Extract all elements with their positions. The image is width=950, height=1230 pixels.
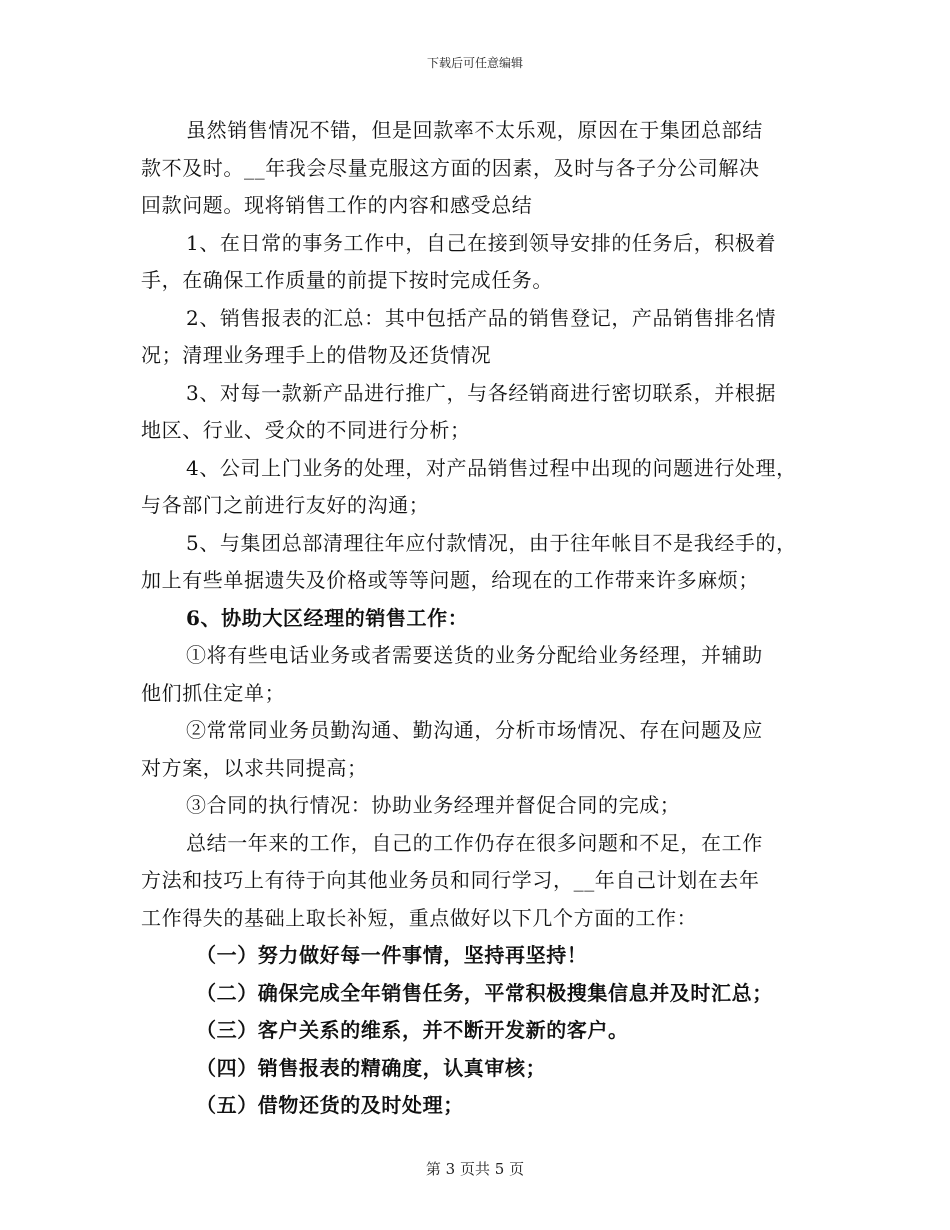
paragraph-item-2 — [141, 300, 821, 375]
page-footer: 第 3 页共 5 页 — [425, 1160, 525, 1178]
text-line: ③合同的执行情况：协助业务经理并督促合同的完成； — [186, 793, 681, 817]
text-line: 4、公司上门业务的处理，对产品销售过程中出现的问题进行处理， — [186, 455, 797, 480]
text-line: 手，在确保工作质量的前提下按时完成任务。 — [141, 268, 553, 292]
text-line: 1、在日常的事务工作中，自己在接到领导安排的任务后，积极着 — [186, 230, 777, 255]
section-heading-item-6 — [141, 600, 821, 638]
text-line: 况；清理业务理手上的借物及还货情况 — [141, 343, 492, 367]
text-line: 与各部门之前进行友好的沟通； — [141, 493, 430, 517]
paragraph-sub-2 — [141, 712, 821, 787]
paragraph-sub-1 — [141, 637, 821, 712]
paragraph-item-1 — [141, 225, 821, 300]
text-line: 回款问题。现将销售工作的内容和感受总结 — [141, 193, 533, 217]
goal-item: （一）努力做好每一件事情，坚持再坚持！ — [196, 943, 588, 967]
text-line: ②常常同业务员勤沟通、勤沟通，分析市场情况、存在问题及应 — [186, 718, 763, 742]
goal-item: （三）客户关系的维系，并不断开发新的客户。 — [196, 1018, 629, 1042]
paragraph-sub-3 — [141, 787, 821, 825]
goal-item: （五）借物还货的及时处理； — [196, 1093, 464, 1117]
goal-item: （四）销售报表的精确度，认真审核； — [196, 1055, 547, 1080]
paragraph-summary — [141, 825, 821, 938]
paragraph-intro — [141, 112, 821, 225]
text-line: 方法和技巧上有待于向其他业务员和同行学习，__年自己计划在去年 — [141, 868, 760, 892]
goals-list — [141, 937, 821, 1125]
text-line: 2、销售报表的汇总：其中包括产品的销售登记，产品销售排名情 — [186, 305, 777, 330]
paragraph-item-5 — [141, 525, 821, 600]
text-line: 款不及时。__年我会尽量克服这方面的因素，及时与各子分公司解决 — [141, 155, 760, 180]
text-line: 他们抓住定单； — [141, 680, 286, 705]
page-header: 下载后可任意编辑 — [426, 56, 523, 70]
text-line: 总结一年来的工作，自己的工作仍存在很多问题和不足，在工作 — [186, 830, 763, 855]
text-line: ①将有些电话业务或者需要送货的业务分配给业务经理，并辅助 — [186, 643, 763, 667]
document-body — [141, 112, 821, 1125]
text-line: 工作得失的基础上取长补短，重点做好以下几个方面的工作： — [141, 905, 698, 930]
goal-item: （二）确保完成全年销售任务，平常积极搜集信息并及时汇总； — [196, 980, 773, 1005]
section-heading: 6、协助大区经理的销售工作： — [186, 605, 469, 630]
text-line: 3、对每一款新产品进行推广，与各经销商进行密切联系，并根据 — [186, 380, 777, 405]
text-line: 地区、行业、受众的不同进行分析； — [141, 418, 471, 442]
text-line: 5、与集团总部清理往年应付款情况，由于往年帐目不是我经手的， — [186, 530, 797, 555]
text-line: 虽然销售情况不错，但是回款率不太乐观，原因在于集团总部结 — [186, 118, 763, 142]
paragraph-item-3 — [141, 375, 821, 450]
text-line: 加上有些单据遗失及价格或等等问题，给现在的工作带来许多麻烦； — [141, 568, 759, 592]
paragraph-item-4 — [141, 450, 821, 525]
text-line: 对方案，以求共同提高； — [141, 755, 368, 780]
